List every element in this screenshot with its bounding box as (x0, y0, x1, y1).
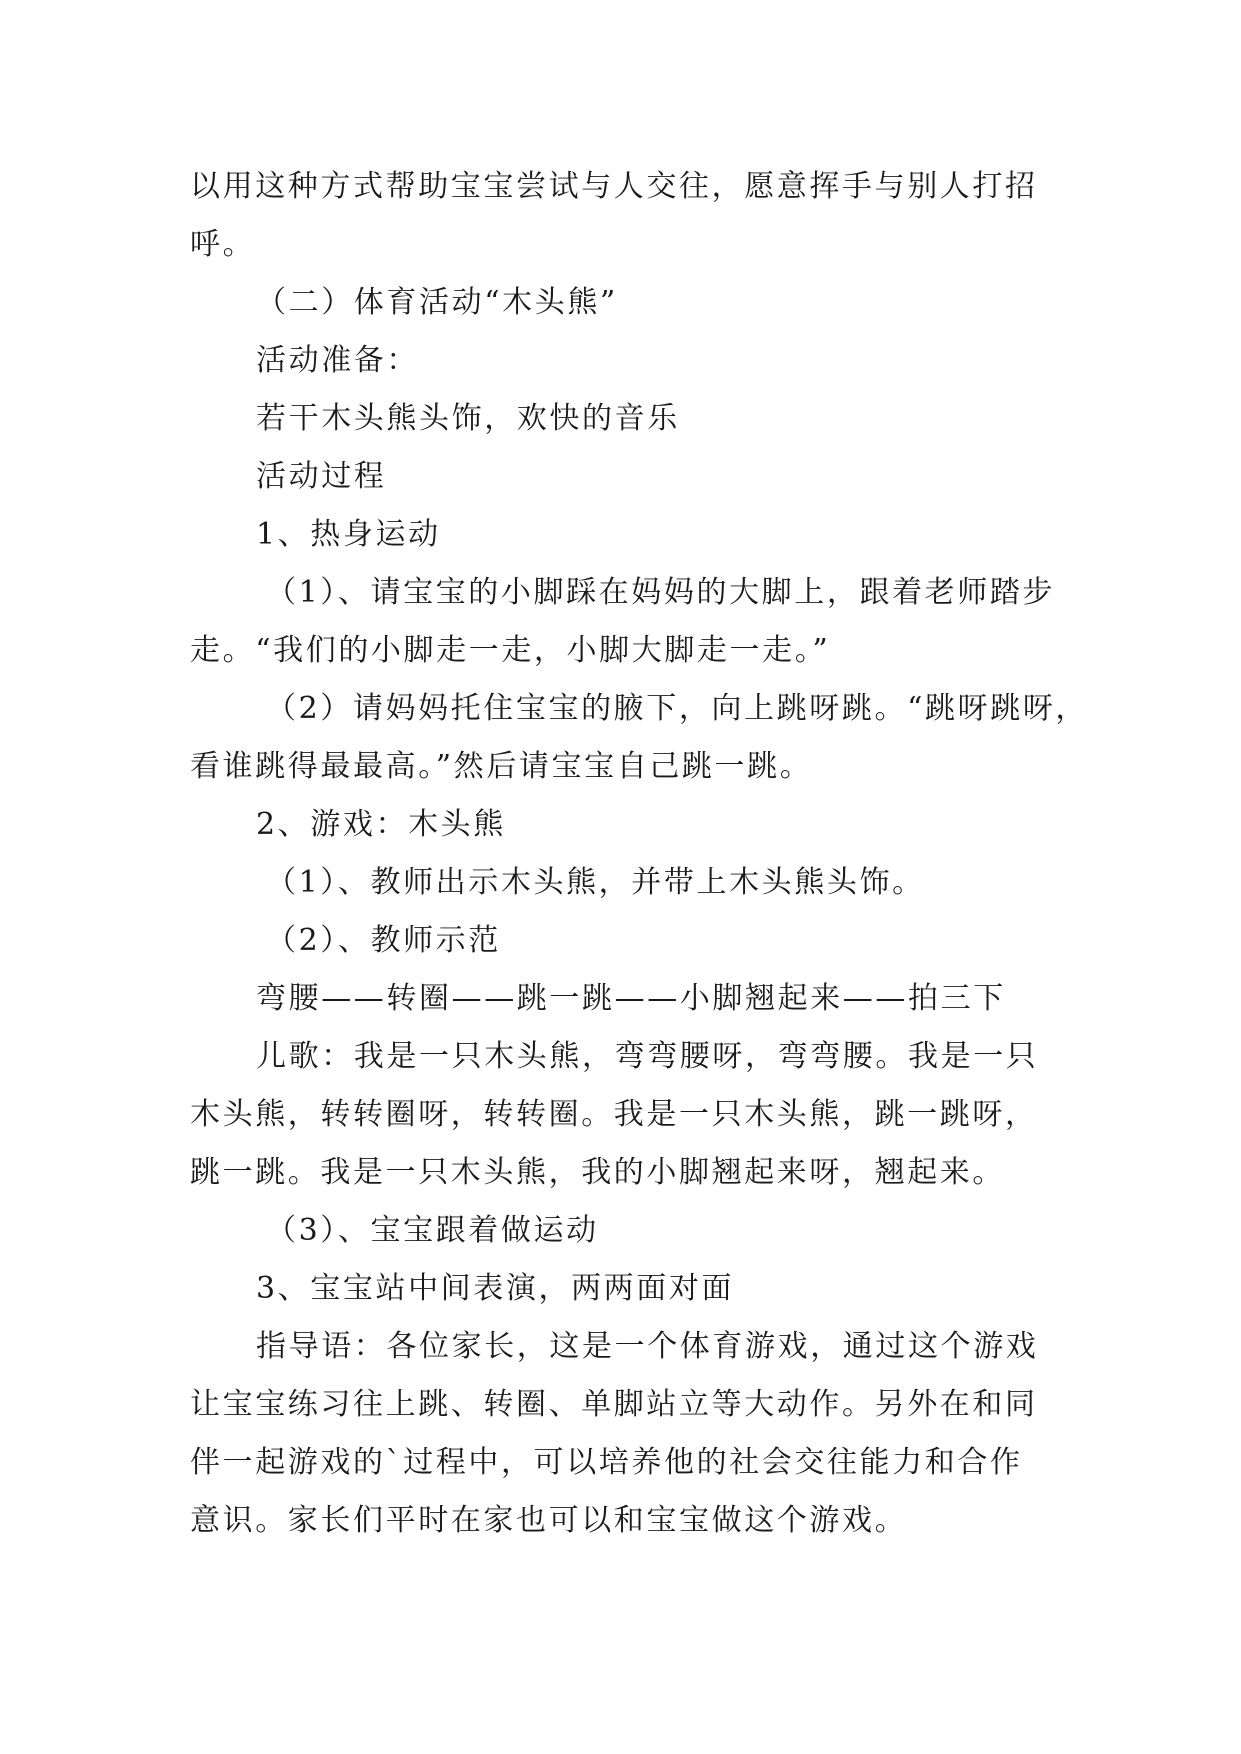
paragraph-line: 伴一起游戏的`过程中，可以培养他的社会交往能力和合作 (190, 1445, 1023, 1480)
paragraph-line: 活动准备： (256, 343, 419, 378)
paragraph-line: 3、宝宝站中间表演，两两面对面 (256, 1271, 735, 1306)
section-heading: （二）体育活动“木头熊” (256, 285, 618, 320)
paragraph-line: （2）、教师示范 (266, 923, 501, 958)
paragraph-line: 看谁跳得最最高。”然后请宝宝自己跳一跳。 (190, 749, 813, 784)
paragraph-line: 木头熊，转转圈呀，转转圈。我是一只木头熊，跳一跳呀， (190, 1097, 1038, 1132)
paragraph-line: 让宝宝练习往上跳、转圈、单脚站立等大动作。另外在和同 (190, 1387, 1038, 1422)
paragraph-line: 1、热身运动 (256, 517, 441, 552)
paragraph-line: 呼。 (190, 227, 256, 262)
paragraph-line: 弯腰——转圈——跳一跳——小脚翘起来——拍三下 (256, 981, 1006, 1016)
paragraph-line: 若干木头熊头饰，欢快的音乐 (256, 401, 680, 436)
paragraph-line: （1）、请宝宝的小脚踩在妈妈的大脚上，跟着老师踏步 (266, 575, 1056, 610)
paragraph-line: 跳一跳。我是一只木头熊，我的小脚翘起来呀，翘起来。 (190, 1155, 1005, 1190)
paragraph-line: （2）请妈妈托住宝宝的腋下，向上跳呀跳。“跳呀跳呀， (266, 691, 1089, 726)
paragraph-line: 走。“我们的小脚走一走，小脚大脚走一走。” (190, 633, 831, 668)
paragraph-line: 指导语：各位家长，这是一个体育游戏，通过这个游戏 (256, 1329, 1039, 1364)
paragraph-line: （1）、教师出示木头熊，并带上木头熊头饰。 (266, 865, 925, 900)
document-body (190, 158, 1089, 1550)
paragraph-line: 2、游戏：木头熊 (256, 807, 506, 842)
paragraph-line: 活动过程 (256, 459, 387, 494)
paragraph-line: 以用这种方式帮助宝宝尝试与人交往，愿意挥手与别人打招 (190, 169, 1038, 204)
paragraph-line: 意识。家长们平时在家也可以和宝宝做这个游戏。 (190, 1503, 908, 1538)
paragraph-line: 儿歌：我是一只木头熊，弯弯腰呀，弯弯腰。我是一只 (256, 1039, 1039, 1074)
paragraph-line: （3）、宝宝跟着做运动 (266, 1213, 599, 1248)
